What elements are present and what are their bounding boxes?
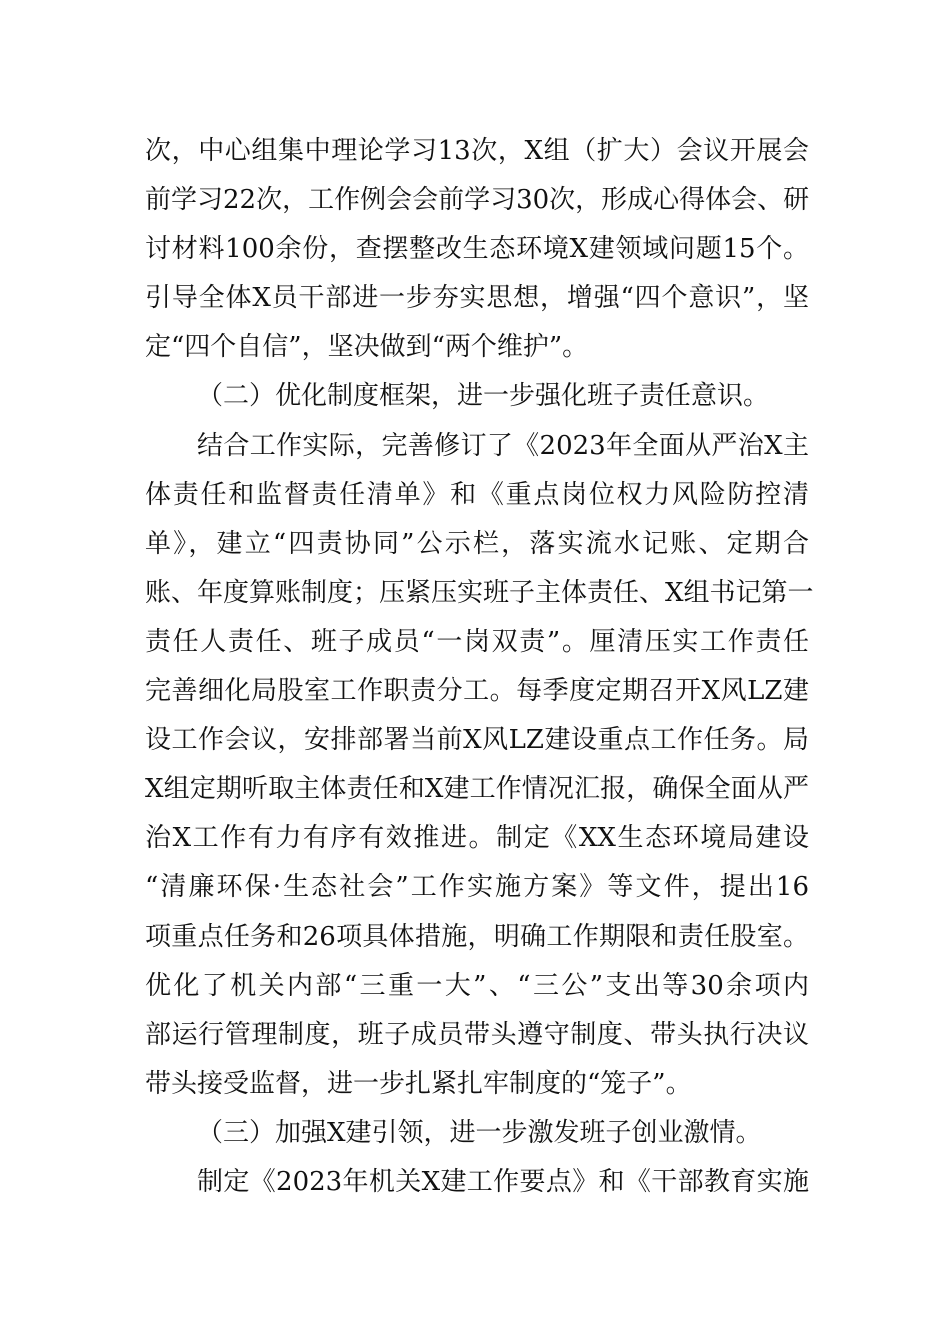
section-heading: （二）优化制度框架，进一步强化班子责任意识。 — [197, 381, 770, 412]
section-heading: （三）加强X建引领，进一步激发班子创业激情。 — [197, 1117, 762, 1148]
text-line: 完善细化局股室工作职责分工。每季度定期召开X风LZ建 — [145, 676, 809, 707]
text-line: 带头接受监督，进一步扎紧扎牢制度的“笼子”。 — [145, 1068, 692, 1099]
text-line: 讨材料100余份，查摆整改生态环境X建领域问题15个。 — [145, 234, 809, 265]
text-line: 治X工作有力有序有效推进。制定《XX生态环境局建设 — [145, 823, 809, 854]
text-line: 体责任和监督责任清单》和《重点岗位权力风险防控清 — [145, 479, 809, 510]
text-line: 优化了机关内部“三重一大”、“三公”支出等30余项内 — [145, 970, 809, 1001]
text-line: 责任人责任、班子成员“一岗双责”。厘清压实工作责任 — [145, 626, 809, 657]
text-line: 定“四个自信”，坚决做到“两个维护”。 — [145, 332, 589, 363]
text-line: 账、年度算账制度；压紧压实班子主体责任、X组书记第一 — [145, 577, 814, 608]
text-line: 单》，建立“四责协同”公示栏，落实流水记账、定期合 — [145, 528, 809, 559]
document-body — [145, 127, 814, 1207]
text-line: 制定《2023年机关X建工作要点》和《干部教育实施 — [197, 1166, 809, 1197]
text-line: 引导全体X员干部进一步夯实思想，增强“四个意识”，坚 — [145, 283, 809, 314]
text-line: 前学习22次，工作例会会前学习30次，形成心得体会、研 — [145, 185, 810, 216]
text-line: 项重点任务和26项具体措施，明确工作期限和责任股室。 — [145, 921, 809, 952]
text-line: 部运行管理制度，班子成员带头遵守制度、带头执行决议 — [145, 1019, 809, 1050]
text-line: 次，中心组集中理论学习13次，X组（扩大）会议开展会 — [145, 136, 809, 166]
text-line: 设工作会议，安排部署当前X风LZ建设重点工作任务。局 — [145, 725, 809, 756]
text-line: 结合工作实际，完善修订了《2023年全面从严治X主 — [197, 430, 809, 461]
text-line: X组定期听取主体责任和X建工作情况汇报，确保全面从严 — [145, 774, 809, 805]
text-line: “清廉环保·生态社会”工作实施方案》等文件，提出16 — [145, 872, 809, 903]
